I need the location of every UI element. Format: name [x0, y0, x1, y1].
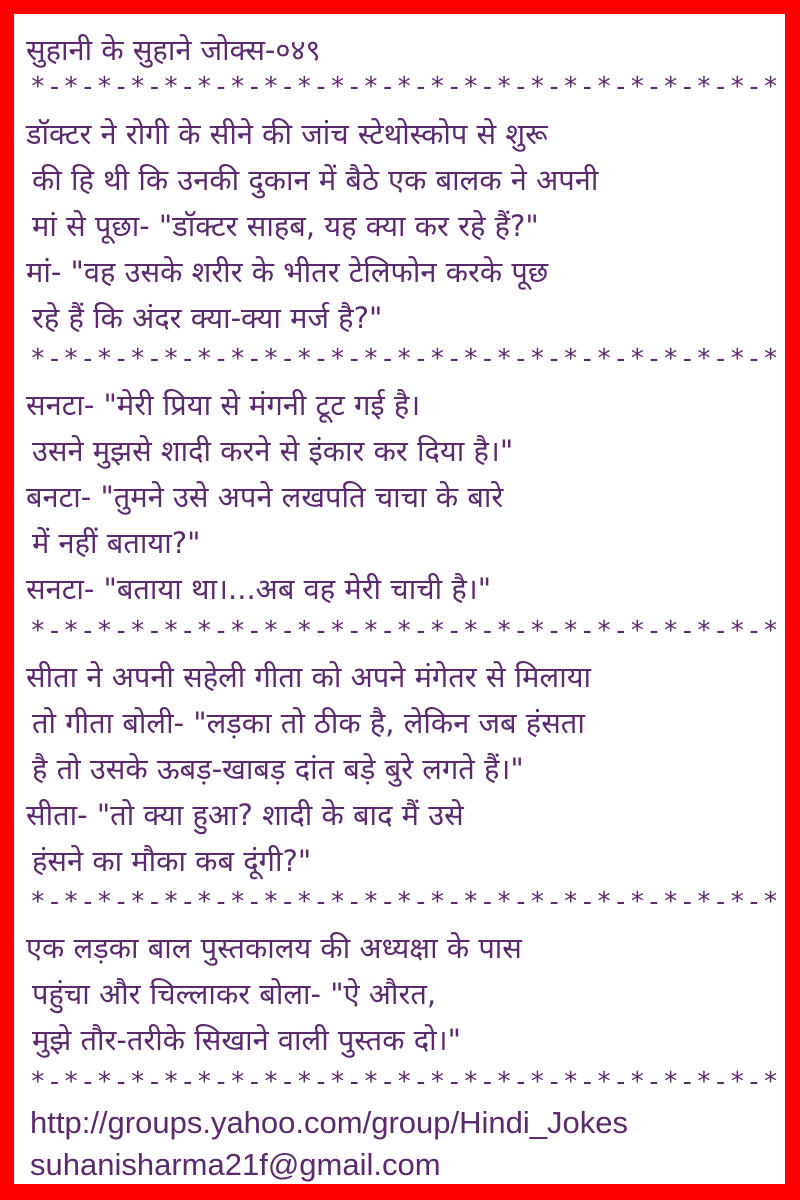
joke-2-line-5: सनटा- "बताया था।...अब वह मेरी चाची है।" — [26, 572, 492, 606]
page-title: सुहानी के सुहाने जोक्स-०४९ — [26, 33, 321, 67]
joke-2-line-4: में नहीं बताया?" — [32, 526, 201, 560]
joke-3-line-2: तो गीता बोली- "लड़का तो ठीक है, लेकिन जब हंसता — [32, 706, 585, 740]
email-link[interactable]: suhanisharma21f@gmail.com — [30, 1147, 441, 1182]
joke-1-line-5: रहे हैं कि अंदर क्या-क्या मर्ज है?" — [32, 301, 383, 335]
joke-4-line-3: मुझे तौर-तरीके सिखाने वाली पुस्तक दो।" — [32, 1023, 461, 1057]
joke-2-line-3: बनटा- "तुमने उसे अपने लखपति चाचा के बारे — [26, 480, 504, 514]
joke-4-line-1: एक लड़का बाल पुस्तकालय की अध्यक्षा के पास — [26, 931, 522, 965]
separator-1: *-*-*-*-*-*-*-*-*-*-*-*-*-*-*-*-*-*-*-*-*-*-* — [30, 72, 780, 102]
separator-5: *-*-*-*-*-*-*-*-*-*-*-*-*-*-*-*-*-*-*-*-*-*-* — [30, 1067, 780, 1097]
joke-2-line-2: उसने मुझसे शादी करने से इंकार कर दिया है।" — [32, 434, 514, 468]
joke-1-line-4: मां- "वह उसके शरीर के भीतर टेलिफोन करके पूछ — [26, 255, 549, 289]
joke-3-line-4: सीता- "तो क्या हुआ? शादी के बाद मैं उसे — [26, 798, 464, 832]
joke-3-line-1: सीता ने अपनी सहेली गीता को अपने मंगेतर से मिलाया — [26, 660, 592, 694]
joke-3-line-5: हंसने का मौका कब दूंगी?" — [32, 844, 312, 878]
separator-4: *-*-*-*-*-*-*-*-*-*-*-*-*-*-*-*-*-*-*-*-*-*-* — [30, 887, 780, 917]
separator-3: *-*-*-*-*-*-*-*-*-*-*-*-*-*-*-*-*-*-*-*-*-*-* — [30, 616, 780, 646]
joke-3-line-3: है तो उसके ऊबड़-खाबड़ दांत बड़े बुरे लगते हैं।" — [32, 752, 524, 786]
joke-1-line-1: डॉक्टर ने रोगी के सीने की जांच स्टेथोस्कोप से शुरू — [26, 117, 548, 151]
separator-2: *-*-*-*-*-*-*-*-*-*-*-*-*-*-*-*-*-*-*-*-*-*-* — [30, 344, 780, 374]
group-url-link[interactable]: http://groups.yahoo.com/group/Hindi_Jokes — [30, 1105, 628, 1140]
joke-1-line-2: की हि थी कि उनकी दुकान में बैठे एक बालक ने अपनी — [32, 163, 599, 197]
joke-1-line-3: मां से पूछा- "डॉक्टर साहब, यह क्या कर रहे हैं?" — [32, 209, 539, 243]
joke-2-line-1: सनटा- "मेरी प्रिया से मंगनी टूट गई है। — [26, 388, 421, 422]
joke-card — [14, 14, 785, 1184]
joke-4-line-2: पहुंचा और चिल्लाकर बोला- "ऐ औरत, — [32, 977, 437, 1011]
